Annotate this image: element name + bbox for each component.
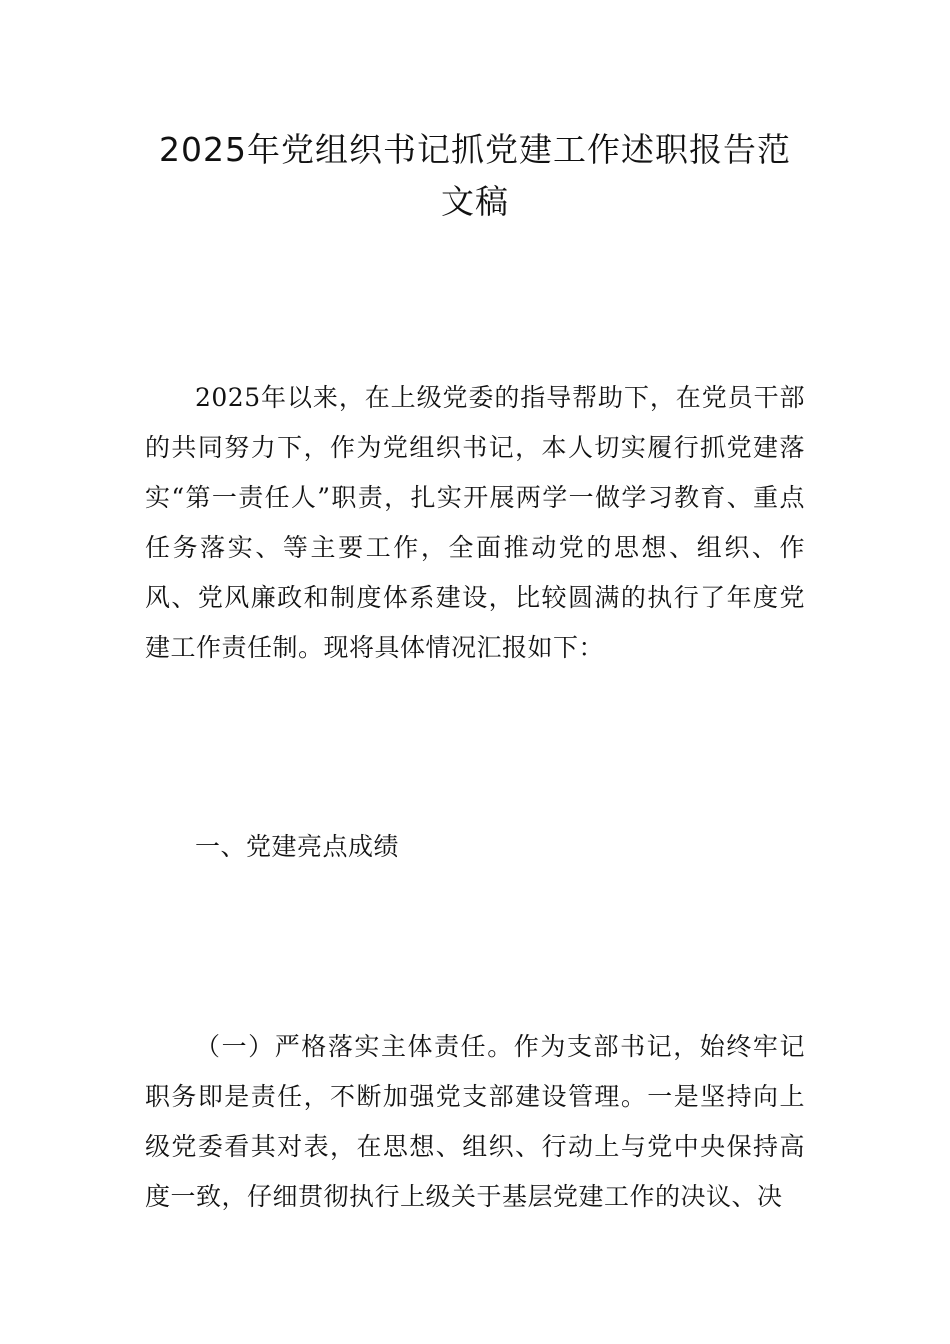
intro-paragraph: 2025年以来，在上级党委的指导帮助下，在党员干部的共同努力下，作为党组织书记，本人切实履行抓党建落实“第一责任人”职责，扎实开展两学一做学习教育、重点任务落实、等主要工作，全面推动党的思想、组织、作风、党风廉政和制度体系建设，比较圆满的执行了年度党建工作责任制。现将具体情况汇报如下： — [145, 383, 805, 662]
document-title — [140, 124, 810, 228]
title-line-1: 2025年党组织书记抓党建工作述职报告范 — [159, 130, 791, 169]
section-1-paragraph: （一）严格落实主体责任。作为支部书记，始终牢记职务即是责任，不断加强党支部建设管理。一是坚持向上级党委看其对表，在思想、组织、行动上与党中央保持高度一致，仔细贯彻执行上级关于基层党建工作的决议、决 — [145, 1032, 805, 1211]
title-line-2: 文稿 — [441, 182, 509, 221]
section-heading: 一、党建亮点成绩 — [195, 832, 400, 861]
